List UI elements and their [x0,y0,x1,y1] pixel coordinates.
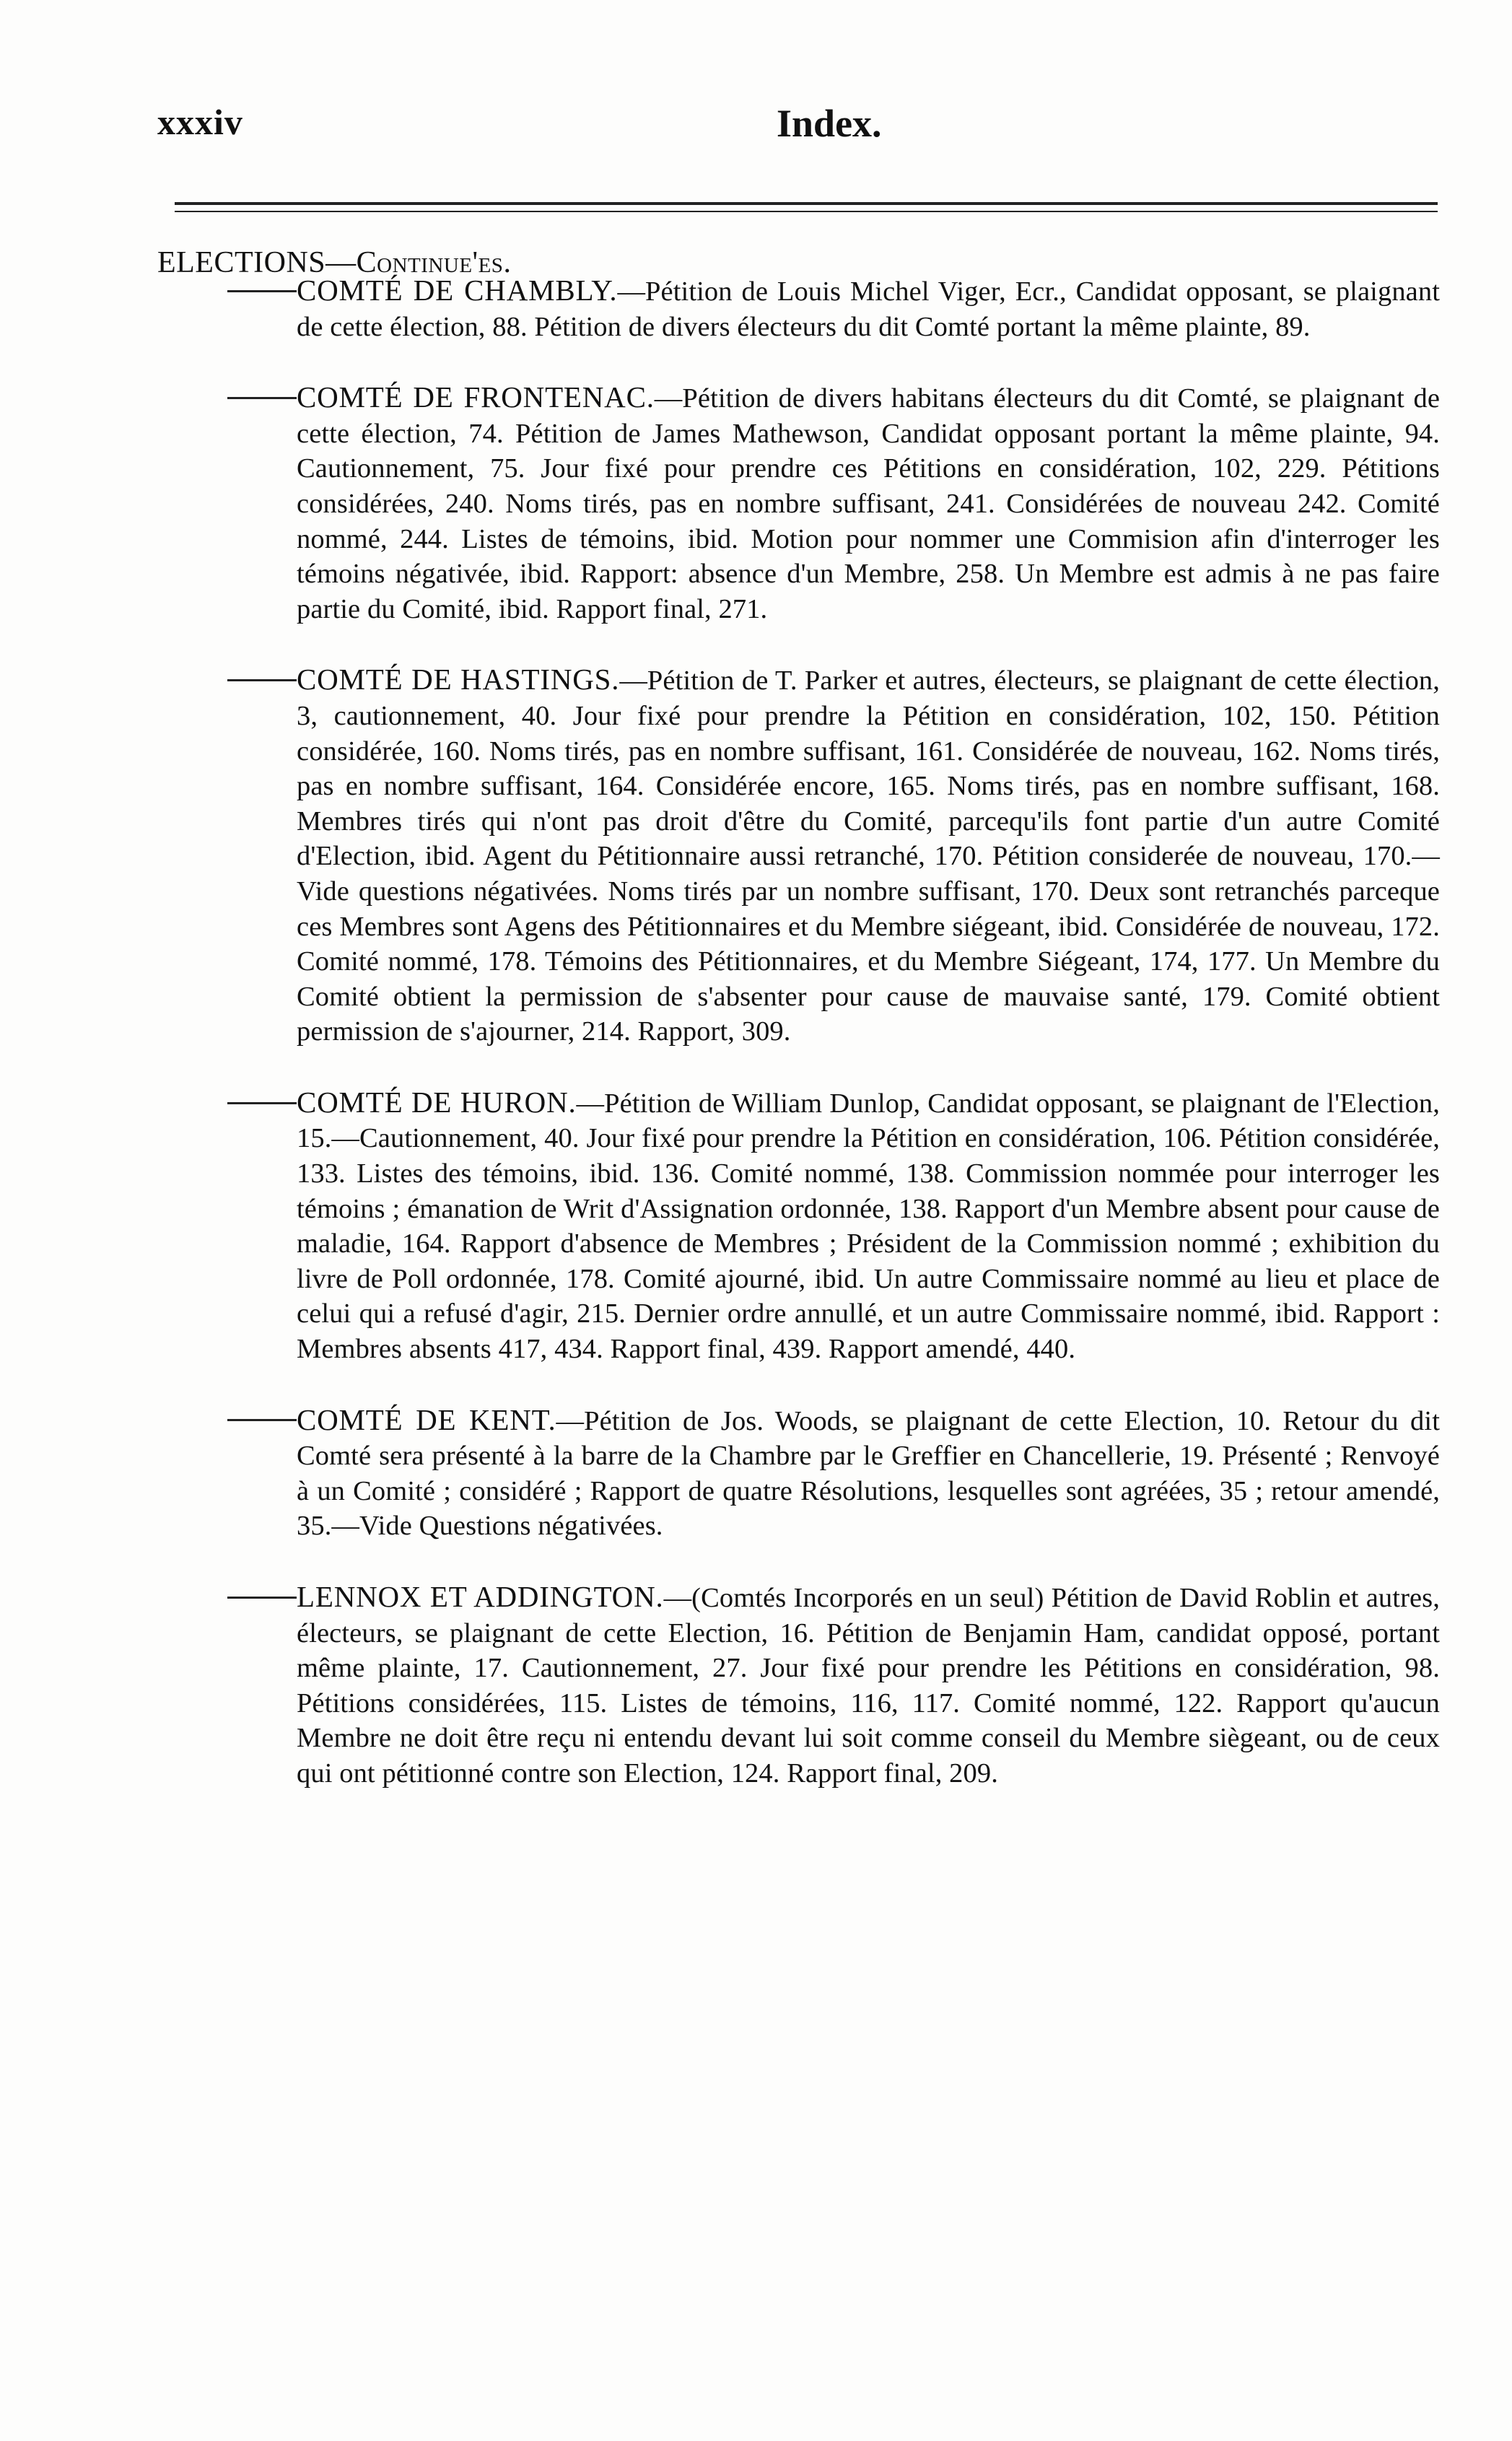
entry-dash [227,1597,297,1599]
header-rule-thin [175,211,1438,212]
entry-text: —Pétition de Jos. Woods, se plaignant de cette Election, 10. Retour du dit Comté sera présenté à la barre de la Chambre par le Greffier en Chancellerie, 19. Présenté ; Renvoyé à un Comité ; considéré ; Rapport de quatre Résolutions, lesquelles sont agréées, 35 ; retour amendé, 35.—Vide Questions négativées. [297,1405,1441,1542]
entry-dash [227,397,297,399]
entry-text: —Pétition de Louis Michel Viger, Ecr., Candidat opposant, se plaignant de cette élection, 88. Pétition de divers électeurs du dit Comté portant la même plainte, 89. [297,276,1441,342]
index-entries [227,273,1440,1827]
index-entry-frontenac [227,380,1440,626]
entry-text: —Pétition de T. Parker et autres, électeurs, se plaignant de cette élection, 3, cautionnement, 40. Jour fixé pour prendre la Pétition en considération, 102, 150. Pétition considérée, 160. Noms tirés, pas en nombre suffisant, 161. Considérée de nouveau, 162. Noms tirés, pas en nombre suffisant, 164. Considérée encore, 165. Noms tirés, pas en nombre suffisant, 168. Membres tirés qui n'ont pas droit d'être du Comité, parcequ'ils font partie d'un autre Comité d'Election, ibid. Agent du Pétitionnaire aussi retranché, 170. Pétition considerée de nouveau, 170.—Vide questions négativées. Noms tirés par un nombre suffisant, 170. Deux sont retranchés parceque ces Membres sont Agens des Pétitionnaires et du Membre siégeant, ibid. Considérée de nouveau, 172. Comité nommé, 178. Témoins des Pétitionnaires, et du Membre Siégeant, 174, 177. Un Membre du Comité obtient la permission de s'absenter pour cause de mauvaise santé, 179. Comité obtient permission de s'ajourner, 214. Rapport, 309. [297,665,1440,1047]
entry-heading: LENNOX ET ADDINGTON. [297,1580,664,1613]
entry-dash [227,679,297,681]
entry-heading: COMTÉ DE HASTINGS. [297,663,620,697]
section-heading-main: ELECTIONS— [157,246,357,279]
index-entry-chambly [227,273,1440,344]
entry-dash [227,290,297,292]
entry-text: —(Comtés Incorporés en un seul) Pétition de David Roblin et autres, électeurs, se plaignant de cette Election, 16. Pétition de Benjamin Ham, candidat opposé, portant même plainte, 17. Cautionnement, 27. Jour fixé pour prendre les Pétitions en considération, 98. Pétitions considérées, 115. Listes de témoins, 116, 117. Comité nommé, 122. Rapport qu'aucun Membre ne doit être reçu ni entendu devant lui soit comme conseil du Membre siègeant, ou de ceux qui ont pétitionné contre son Election, 124. Rapport final, 209. [297,1583,1440,1789]
page-header [157,101,1442,159]
entry-text: —Pétition de William Dunlop, Candidat opposant, se plaignant de l'Election, 15.—Cautionnement, 40. Jour fixé pour prendre la Pétition en considération, 106. Pétition considérée, 133. Listes des témoins, ibid. 136. Comité nommé, 138. Commission nommée pour interroger les témoins ; émanation de Writ d'Assignation ordonnée, 138. Rapport d'un Membre absent pour cause de maladie, 164. Rapport d'absence de Membres ; Président de la Commission nommé ; exhibition du livre de Poll ordonnée, 178. Comité ajourné, ibid. Un autre Commissaire nommé au lieu et place de celui qui a refusé d'agir, 215. Dernier ordre annullé, et un autre Commissaire nommé, ibid. Rapport : Membres absents 417, 434. Rapport final, 439. Rapport amendé, 440. [297,1088,1441,1365]
entry-heading: COMTÉ DE CHAMBLY. [297,274,618,307]
page-number: xxxiv [157,102,243,142]
entry-dash [227,1102,297,1104]
index-entry-hastings [227,662,1440,1049]
entry-text: —Pétition de divers habitans électeurs du dit Comté, se plaignant de cette élection, 74. Pétition de James Mathewson, Candidat opposant portant la même plainte, 94. Cautionnement, 75. Jour fixé pour prendre ces Pétitions en considération, 102, 229. Pétitions considérées, 240. Noms tirés, pas en nombre suffisant, 241. Considérées de nouveau 242. Comité nommé, 244. Listes de témoins, ibid. Motion pour nommer une Commision afin d'interroger les témoins négativée, ibid. Rapport: absence d'un Membre, 258. Un Membre est admis à ne pas faire partie du Comité, ibid. Rapport final, 271. [297,383,1441,624]
index-entry-lennox-addington [227,1579,1440,1791]
header-rule-thick [175,202,1438,205]
entry-heading: COMTÉ DE HURON. [297,1085,577,1119]
running-title: Index. [777,102,882,145]
entry-dash [227,1419,297,1421]
index-entry-kent [227,1402,1440,1544]
entry-heading: COMTÉ DE KENT. [297,1402,556,1436]
entry-heading: COMTÉ DE FRONTENAC. [297,380,655,414]
section-heading-continued: Continue'es. [356,246,512,279]
index-entry-huron [227,1085,1440,1367]
